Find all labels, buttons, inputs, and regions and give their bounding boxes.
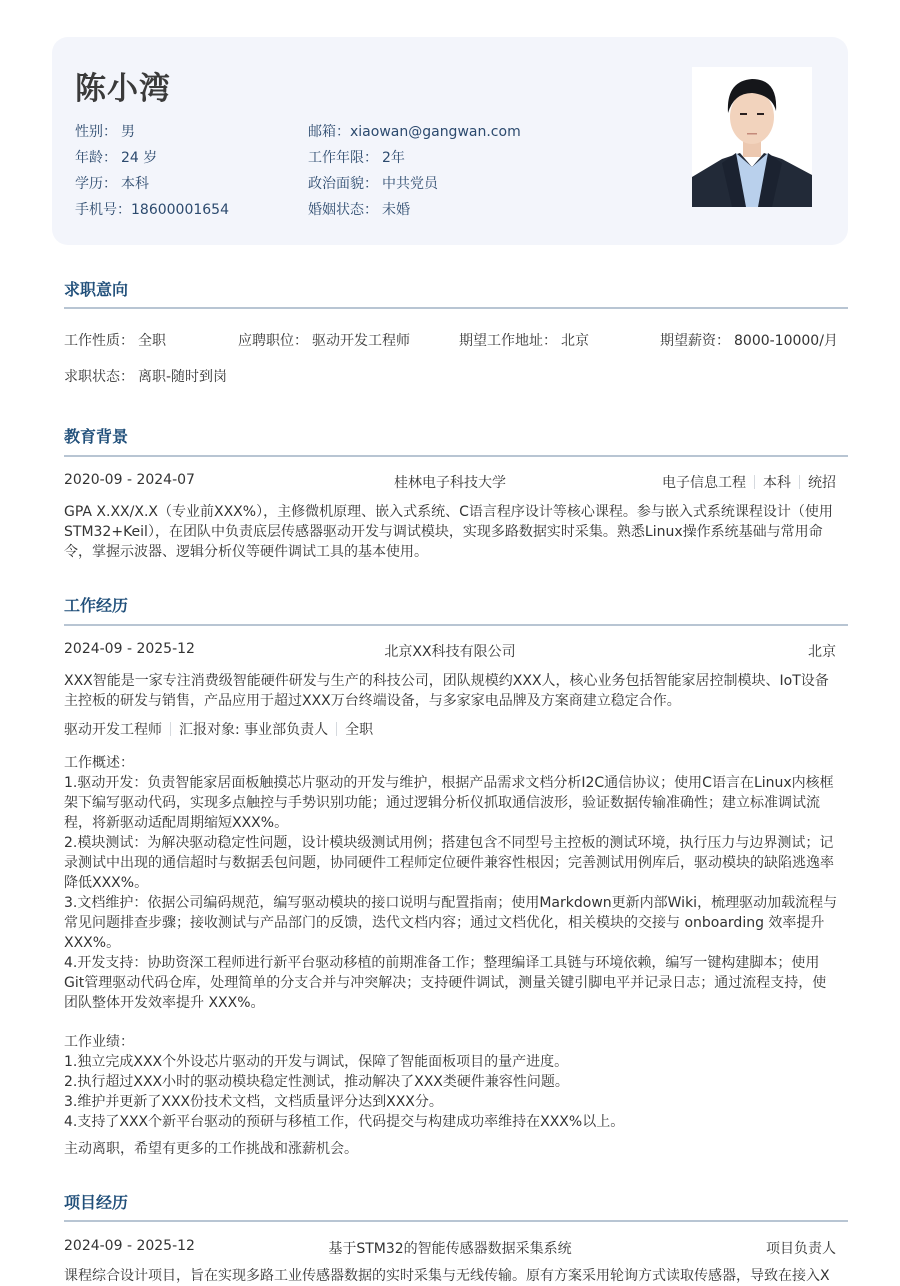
education-degree: 本科 <box>763 475 791 491</box>
section-divider <box>64 624 848 626</box>
work-report-to: 汇报对象: 事业部负责人 <box>179 722 329 738</box>
info-label: 邮箱： <box>308 124 350 140</box>
text-line: 常见问题排查步骤；接收测试与产品部门的反馈，迭代文档内容；通过文档优化，相关模块的交接与 onboarding 效率提升 <box>64 915 825 931</box>
info-value: 18600001654 <box>131 202 229 218</box>
candidate-name: 陈小湾 <box>75 71 171 107</box>
work-location: 北京 <box>808 644 836 660</box>
intent-position <box>238 330 410 350</box>
intent-salary <box>660 330 838 350</box>
intent-value: 全职 <box>138 333 166 349</box>
text-line: 1.驱动开发：负责智能家居面板触摸芯片驱动的开发与维护，根据产品需求文档分析I2C通信协议；使用C语言在Linux内核框 <box>64 775 834 791</box>
intent-location <box>459 330 589 350</box>
intent-work-type <box>64 330 166 350</box>
education-major: 电子信息工程 <box>662 475 746 491</box>
work-period: 2024-09 - 2025-12 <box>64 641 195 657</box>
text-line: 3.文档维护：依据公司编码规范，编写驱动模块的接口说明与配置指南；使用Markdown更新内部Wiki，梳理驱动加载流程与 <box>64 895 838 911</box>
intent-value: 北京 <box>561 333 589 349</box>
text-line: 团队整体开发效率提升 XXX%。 <box>64 995 265 1011</box>
text-line: STM32+Keil），在团队中负责底层传感器驱动开发与调试模块，实现多路数据实时采集。熟悉Linux操作系统基础与常用命 <box>64 524 823 540</box>
text-line: 2.模块测试：为解决驱动稳定性问题，设计模块级测试用例；搭建包含不同型号主控板的测试环境，执行压力与边界测试；记 <box>64 835 834 851</box>
info-label: 政治面貌： <box>308 176 378 192</box>
info-value: 2年 <box>382 150 405 166</box>
info-value: 未婚 <box>382 202 410 218</box>
work-role: 驱动开发工程师 <box>64 722 162 738</box>
overview-title: 工作概述： <box>64 755 134 771</box>
text-line: 4.支持了XXX个新平台驱动的预研与移植工作，代码提交与构建成功率维持在XXX%以上。 <box>64 1114 625 1130</box>
education-description <box>64 502 838 562</box>
intent-label: 应聘职位： <box>238 333 308 349</box>
work-role-meta <box>64 719 373 739</box>
info-value: 24 岁 <box>121 150 158 166</box>
text-line: 主控板的研发与销售，产品应用于超过XXX万台终端设备，与多家家电品牌及方案商建立稳定合作。 <box>64 693 681 709</box>
person-portrait-icon <box>692 67 812 207</box>
info-value: 中共党员 <box>382 176 438 192</box>
work-company: 北京XX科技有限公司 <box>384 644 516 660</box>
text-line: Git管理驱动代码仓库，处理简单的分支合并与冲突解决；支持硬件调试，测量关键引脚电平并记录日志；通过流程支持，使 <box>64 975 827 991</box>
section-title-work: 工作经历 <box>64 596 129 615</box>
section-title-education: 教育背景 <box>64 427 129 446</box>
project-name: 基于STM32的智能传感器数据采集系统 <box>328 1241 572 1257</box>
info-label: 性别： <box>75 124 117 140</box>
info-label: 手机号： <box>75 202 131 218</box>
work-overview <box>64 753 838 1013</box>
info-email <box>308 121 521 141</box>
education-period: 2020-09 - 2024-07 <box>64 472 195 488</box>
achievements-title: 工作业绩： <box>64 1034 134 1050</box>
project-period: 2024-09 - 2025-12 <box>64 1238 195 1254</box>
info-label: 婚姻状态： <box>308 202 378 218</box>
info-education <box>75 173 149 193</box>
education-type: 统招 <box>808 475 836 491</box>
intent-status <box>64 366 227 386</box>
section-divider <box>64 307 848 309</box>
info-label: 年龄： <box>75 150 117 166</box>
leave-reason: 主动离职，希望有更多的工作挑战和涨薪机会。 <box>64 1141 358 1157</box>
info-label: 工作年限： <box>308 150 378 166</box>
work-achievements <box>64 1032 838 1132</box>
text-line: 3.维护并更新了XXX份技术文档，文档质量评分达到XXX分。 <box>64 1094 443 1110</box>
info-age <box>75 147 157 167</box>
info-value: 本科 <box>121 176 149 192</box>
text-line: 录测试中出现的通信超时与数据丢包问题，协同硬件工程师定位硬件兼容性根因；完善测试用例库后，驱动模块的缺陷逃逸率 <box>64 855 834 871</box>
profile-header <box>52 37 848 245</box>
text-line: 降低XXX%。 <box>64 875 149 891</box>
intent-label: 期望工作地址： <box>459 333 557 349</box>
section-title-job-intent: 求职意向 <box>64 280 129 299</box>
intent-label: 期望薪资： <box>660 333 730 349</box>
intent-value: 8000-10000/月 <box>734 333 838 349</box>
separator <box>799 475 800 489</box>
project-role: 项目负责人 <box>766 1241 836 1257</box>
section-divider <box>64 1220 848 1222</box>
text-line: 1.独立完成XXX个外设芯片驱动的开发与调试，保障了智能面板项目的量产进度。 <box>64 1054 569 1070</box>
intent-label: 工作性质： <box>64 333 134 349</box>
text-line: 程，将新驱动适配周期缩短XXX%。 <box>64 815 289 831</box>
text-line: 令，掌握示波器、逻辑分析仪等硬件调试工具的基本使用。 <box>64 544 428 560</box>
separator <box>170 722 171 736</box>
intent-value: 离职-随时到岗 <box>138 369 228 385</box>
intent-label: 求职状态： <box>64 369 134 385</box>
info-political <box>308 173 438 193</box>
info-work-years <box>308 147 405 167</box>
education-school: 桂林电子科技大学 <box>394 475 506 491</box>
project-description: 课程综合设计项目，旨在实现多路工业传感器数据的实时采集与无线传输。原有方案采用轮询方式读取传感器，导致在接入X <box>64 1268 830 1284</box>
info-phone <box>75 199 229 219</box>
text-line: XXX智能是一家专注消费级智能硬件研发与生产的科技公司，团队规模约XXX人，核心业务包括智能家居控制模块、IoT设备 <box>64 673 829 689</box>
text-line: 2.执行超过XXX小时的驱动模块稳定性测试，推动解决了XXX类硬件兼容性问题。 <box>64 1074 569 1090</box>
education-meta <box>560 472 836 492</box>
company-description <box>64 671 838 711</box>
info-label: 学历： <box>75 176 117 192</box>
text-line: GPA X.XX/X.X（专业前XXX%），主修微机原理、嵌入式系统、C语言程序设计等核心课程。参与嵌入式系统课程设计（使用 <box>64 504 833 520</box>
section-title-projects: 项目经历 <box>64 1193 129 1212</box>
separator <box>336 722 337 736</box>
profile-photo <box>692 67 812 207</box>
text-line: XXX%。 <box>64 935 121 951</box>
info-marital <box>308 199 410 219</box>
info-gender <box>75 121 135 141</box>
email-link[interactable]: xiaowan@gangwan.com <box>350 124 521 140</box>
intent-value: 驱动开发工程师 <box>312 333 410 349</box>
text-line: 4.开发支持：协助资深工程师进行新平台驱动移植的前期准备工作；整理编译工具链与环境依赖，编写一键构建脚本；使用 <box>64 955 820 971</box>
separator <box>754 475 755 489</box>
info-value: 男 <box>121 124 135 140</box>
section-divider <box>64 455 848 457</box>
work-employment: 全职 <box>345 722 374 738</box>
text-line: 架下编写驱动代码，实现多点触控与手势识别功能；通过逻辑分析仪抓取通信波形，验证数据传输准确性；建立标准调试流 <box>64 795 820 811</box>
